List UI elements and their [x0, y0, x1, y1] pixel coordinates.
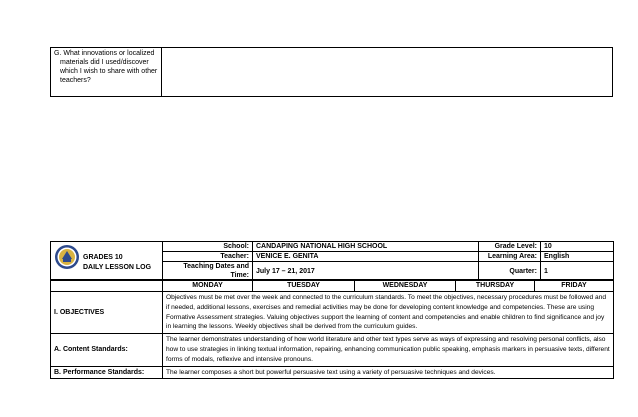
- content-standards-label: A. Content Standards:: [51, 334, 163, 366]
- content-standards-text: The learner demonstrates understanding of how world literature and other text types serve as ways of expressing and resolving personal conflicts, also how to use strategies in linking textual information, repairing, enhancing communication public speaking, emphasis markers in persuasive texts, different forms of modals, reflexive and intensive pronouns.: [163, 334, 614, 366]
- header-table: [50, 241, 614, 281]
- innovations-question: G. What innovations or localized materials did I used/discover which I wish to share with other teachers?: [54, 50, 158, 84]
- learning-area-value: English: [541, 252, 614, 262]
- innovations-question-cell: [51, 48, 162, 97]
- teacher-label: Teacher:: [163, 252, 253, 262]
- school-label: School:: [163, 242, 253, 252]
- objectives-row: [51, 292, 614, 334]
- day-monday: MONDAY: [163, 280, 253, 292]
- innovations-row: [51, 48, 613, 97]
- grade-level-label: Grade Level:: [479, 242, 541, 252]
- day-thursday: THURSDAY: [456, 280, 535, 292]
- learning-area-label: Learning Area:: [479, 252, 541, 262]
- header-row-school: [51, 242, 614, 252]
- content-standards-row: [51, 334, 614, 366]
- deped-seal-icon: [54, 244, 80, 273]
- quarter-value: 1: [541, 262, 614, 281]
- log-title: DAILY LESSON LOG: [83, 264, 152, 271]
- day-tuesday: TUESDAY: [253, 280, 355, 292]
- objectives-table: [50, 279, 614, 379]
- dates-label: Teaching Dates and Time:: [163, 262, 253, 281]
- grade-label: GRADES 10: [83, 254, 123, 261]
- innovations-answer-cell[interactable]: [162, 48, 613, 97]
- objectives-heading: I. OBJECTIVES: [51, 292, 163, 334]
- dates-value: July 17 – 21, 2017: [253, 262, 479, 281]
- teacher-value: VENICE E. GENITA: [253, 252, 479, 262]
- performance-standards-label: B. Performance Standards:: [51, 366, 163, 379]
- performance-standards-text: The learner composes a short but powerful persuasive text using a variety of persuasive techniques and devices.: [163, 366, 614, 379]
- day-friday: FRIDAY: [535, 280, 614, 292]
- quarter-label: Quarter:: [479, 262, 541, 281]
- days-corner-cell: [51, 280, 163, 292]
- day-wednesday: WEDNESDAY: [355, 280, 456, 292]
- logo-cell: [51, 242, 163, 281]
- grade-level-value: 10: [541, 242, 614, 252]
- school-value: CANDAPING NATIONAL HIGH SCHOOL: [253, 242, 479, 252]
- days-row: [51, 280, 614, 292]
- objectives-text: Objectives must be met over the week and connected to the curriculum standards. To meet the objectives, necessary procedures must be followed and if needed, additional lessons, exercises and remedial activities may be done for developing content knowledge and competencies. These are using Formative Assessment strategies. Valuing objectives support the learning of content and competencies and enable children to find significance and joy in learning the lessons. Weekly objectives shall be derived from the curriculum guides.: [163, 292, 614, 334]
- performance-standards-row: [51, 366, 614, 379]
- innovations-table: [50, 47, 613, 97]
- grade-title: [83, 253, 151, 273]
